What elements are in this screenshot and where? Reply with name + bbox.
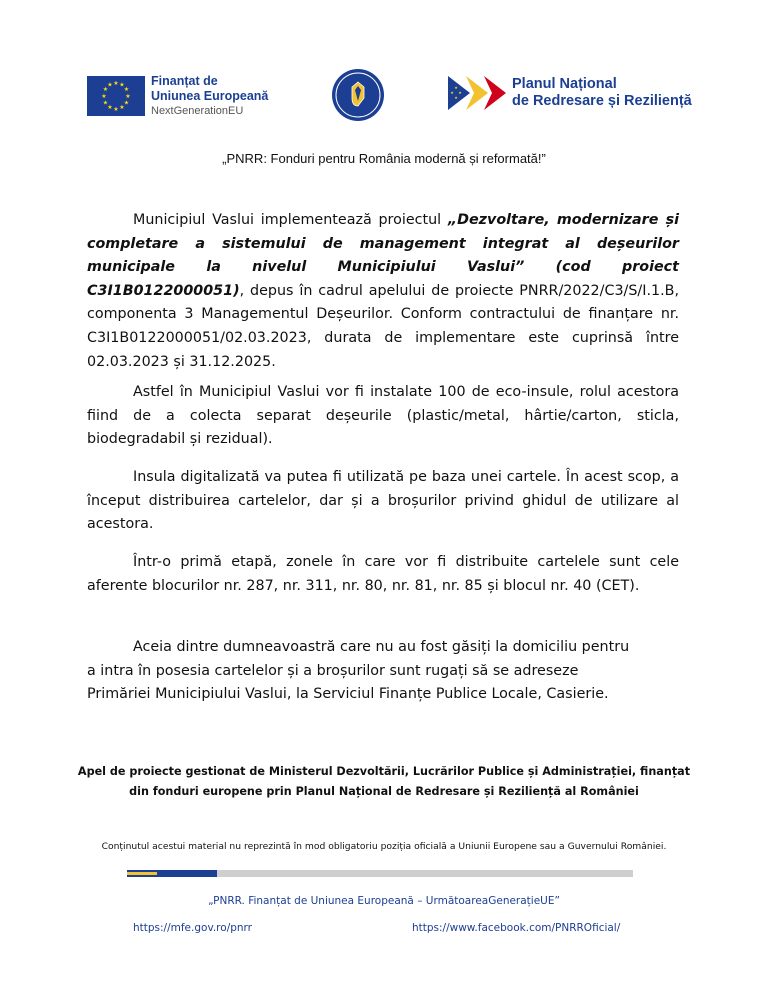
funding-statement-line2: din fonduri europene prin Planul Național de Redresare și Reziliență al României (129, 785, 639, 798)
paragraph-card: Insula digitalizată va putea fi utilizată pe baza unei cartele. În acest scop, a început distribuirea cartelelor, dar și a broșurilor privind ghidul de utilizare al acestora. (87, 469, 679, 533)
funding-statement (70, 762, 698, 802)
svg-text:★: ★ (113, 106, 119, 113)
svg-text:★: ★ (125, 93, 131, 100)
guvernul-romaniei-seal-icon (331, 68, 385, 122)
eu-logo (87, 74, 268, 118)
paragraph-project-rest: , depus în cadrul apelului de proiecte PNRR/2022/C3/S/I.1.B, componenta 3 Managementul Deșeurilor. Conform contractului de finanțare nr. C3I1B0122000051/02.03.2023, durata de implementare este cuprinsă între 02.03.2023 și 31.12.2025. (87, 282, 679, 370)
paragraph-contact (87, 636, 679, 707)
svg-text:★: ★ (107, 81, 113, 89)
svg-text:★: ★ (101, 93, 107, 100)
header-slogan: „PNRR: Fonduri pentru România modernă și reformată!” (222, 151, 546, 166)
paragraph-contact-line2: a intra în posesia cartelelor și a broșurilor sunt rugați să se adreseze (87, 662, 579, 679)
eu-logo-line2: Uniunea Europeană (151, 89, 269, 103)
svg-text:★: ★ (458, 90, 462, 95)
paragraph-contact-line1: Aceia dintre dumneavoastră care nu au fost găsiți la domiciliu pentru (133, 639, 630, 655)
eu-logo-line3: NextGenerationEU (151, 105, 244, 117)
svg-text:★: ★ (123, 99, 130, 107)
pnrr-logo-text (512, 76, 692, 110)
eu-logo-text (151, 74, 268, 118)
svg-text:★: ★ (450, 90, 454, 95)
paragraph-distribution: Într-o primă etapă, zonele în care vor fi distribuite cartelele sunt cele aferente blocurilor nr. 287, nr. 311, nr. 80, nr. 81, nr. 85 și blocul nr. 40 (CET). (87, 554, 679, 594)
svg-text:★: ★ (123, 86, 130, 93)
footer-slogan: „PNRR. Finanțat de Uniunea Europeană – UrmătoareaGenerațieUE” (208, 895, 560, 907)
pnrr-logo-line1: Planul Național (512, 76, 617, 92)
project-title: „Dezvoltare, modernizare și completare a sistemului de management integrat al deșeurilor municipale la nivelul Municipiului Vaslui” (cod proiect C3I1B0122000051) (87, 212, 680, 299)
funding-statement-line1: Apel de proiecte gestionat de Ministerul Dezvoltării, Lucrărilor Publice și Administrației, finanțat (77, 765, 691, 778)
pnrr-logo-line2: de Redresare și Reziliență (512, 93, 692, 109)
paragraph-project-intro: Municipiul Vaslui implementează proiectul (133, 212, 448, 228)
disclaimer: Conținutul acestui material nu reprezintă în mod obligatoriu poziția oficială a Uniunii Europene sau a Guvernului României. (101, 841, 667, 852)
svg-text:★: ★ (102, 86, 109, 93)
header-logos (0, 68, 768, 128)
svg-text:★: ★ (119, 104, 125, 111)
svg-text:★: ★ (102, 99, 109, 107)
svg-text:★: ★ (119, 81, 125, 89)
eu-logo-line1: Finanțat de (151, 74, 218, 88)
svg-text:★: ★ (454, 95, 458, 100)
mfe-link[interactable]: https://mfe.gov.ro/pnrr (133, 922, 253, 934)
pnrr-arrow-mark-icon (448, 76, 508, 110)
pnrr-logo (448, 76, 692, 110)
paragraph-eco-islands: Astfel în Municipiul Vaslui vor fi instalate 100 de eco-insule, rolul acestora fiind de a colecta separat deșeurile (plastic/metal, hârtie/carton, sticla, biodegradabil și rezidual). (87, 384, 679, 448)
eu-flag-icon (87, 76, 145, 116)
paragraph-project (87, 209, 679, 374)
paragraph-contact-line3: Primăriei Municipiului Vaslui, la Serviciul Finanțe Publice Locale, Casierie. (87, 686, 609, 703)
footer-divider-bar (127, 870, 633, 877)
svg-text:★: ★ (113, 80, 119, 87)
svg-text:★: ★ (107, 104, 113, 111)
svg-text:★: ★ (454, 85, 458, 90)
facebook-link[interactable]: https://www.facebook.com/PNRROficial/ (412, 922, 621, 934)
